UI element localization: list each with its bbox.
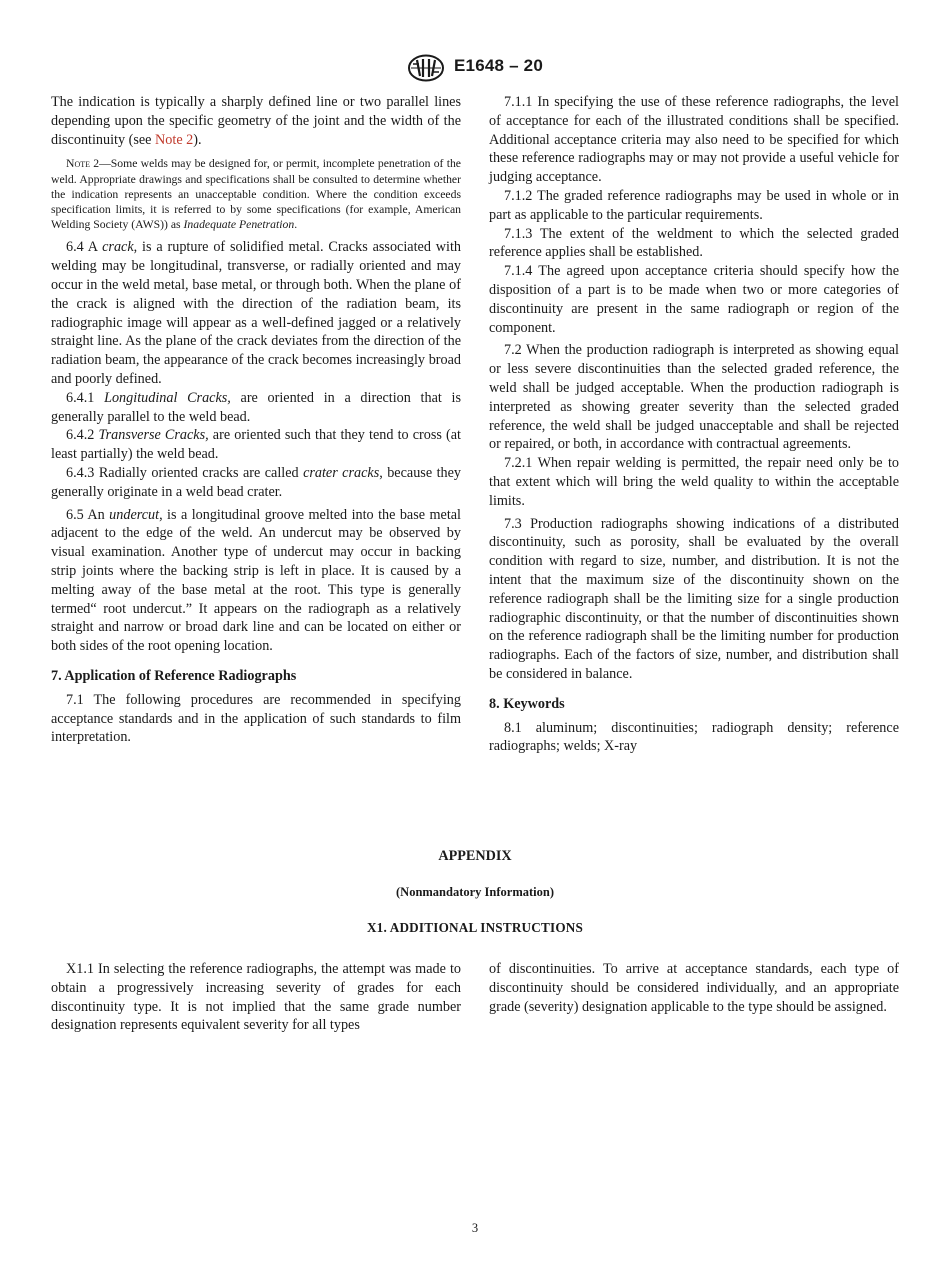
paragraph-intro: The indication is typically a sharply defined line or two parallel lines depending upon the specific geometry of the joint and the width of the discontinuity (see Note 2).: [51, 94, 461, 148]
page-number: 3: [471, 1221, 479, 1235]
right-column: [489, 93, 899, 756]
paragraph-7-1: 7.1 The following procedures are recommended in specifying acceptance standards and in the application of such standards to film interpretation.: [51, 691, 461, 746]
paragraph-x1-1: X1.1 In selecting the reference radiographs, the attempt was made to obtain a progressively increasing severity of grades for each discontinuity type. It is not implied that the same grade number designation represents equivalent severity for all types: [51, 961, 461, 1034]
appendix-title: APPENDIX: [438, 848, 512, 864]
paragraph-6-4-3: 6.4.3 Radially oriented cracks are called crater cracks, because they generally originate in a weld bead crater.: [51, 464, 461, 500]
paragraph-7-1-1: 7.1.1 In specifying the use of these reference radiographs, the level of acceptance for each of the illustrated conditions shall be specified. Additional acceptance criteria may also need to be specified for which these reference radiographs may or may not provide a useful vehicle for judging acceptance.: [489, 94, 899, 186]
paragraph-7-1-2: 7.1.2 The graded reference radiographs may be used in whole or in part as applicable to the particular requirements.: [489, 187, 899, 223]
paragraph-x1-1-continued: of discontinuities. To arrive at acceptance standards, each type of discontinuity should be considered individually, and an appropriate grade (severity) designation applicable to the type should be assigned.: [489, 961, 899, 1015]
paragraph-7-2-1: 7.2.1 When repair welding is permitted, the repair need only be to that extent which will bring the weld quality to within the acceptable limits.: [489, 455, 899, 509]
appendix-section-heading: X1. ADDITIONAL INSTRUCTIONS: [366, 920, 584, 935]
paragraph-6-5: 6.5 An undercut, is a longitudinal groove melted into the base metal adjacent to the edge of the weld. An undercut may be observed by visual examination. Another type of undercut may occur in backing strip joints where the backing strip is left in place. It is caused by a melting away of the base metal at the root. This type is generally termed“ root undercut.” It appears on the radiograph as a relatively straight and narrow or broad dark line and can be located on either or both sides of the root opening location.: [51, 506, 461, 655]
paragraph-7-1-3: 7.1.3 The extent of the weldment to which the selected graded reference applies shall be established.: [489, 225, 899, 261]
paragraph-6-4-1: 6.4.1 Longitudinal Cracks, are oriented in a direction that is generally parallel to the weld bead.: [51, 389, 461, 425]
astm-logo-icon: [407, 54, 445, 82]
appendix-left-column: [51, 960, 461, 1035]
paragraph-7-1-4: 7.1.4 The agreed upon acceptance criteria should specify how the disposition of a part is to be made when two or more categories of discontinuity are present in the same radiograph or region of the component.: [489, 263, 899, 336]
appendix-right-column: [489, 960, 899, 1016]
paragraph-7-3: 7.3 Production radiographs showing indications of a distributed discontinuity, such as porosity, shall be evaluated by the overall condition with regard to size, number, and distribution. It is not the intent that the maximum size of the discontinuity shown on the reference radiograph shall be the limiting size for a single production radiographic discontinuity, or that the number of discontinuities shown on the reference radiograph shall be the limiting number for production radiographs. Each of the factors of size, number, and distribution shall be considered in balance.: [489, 515, 899, 682]
paragraph-7-2: 7.2 When the production radiograph is interpreted as showing equal or less severe discontinuities than the selected graded reference, the weld shall be judged acceptable. When the production radiograph is interpreted as showing greater severity than the selected graded reference, the weld shall be judged unacceptable and shall be rejected or repaired, or both, in accordance with contractual agreements.: [489, 342, 899, 453]
note-label: Note: [66, 157, 90, 171]
section-8-heading: 8. Keywords: [489, 695, 565, 712]
note-2: Note 2—Some welds may be designed for, or permit, incomplete penetration of the weld. Appropriate drawings and specifications shall be consulted to determine whether the indication represents an unacceptable condition. Where the condition exceeds specification limits, it is referred to by some specifications (for example, American Welding Society (AWS)) as Inadequate Penetration.: [51, 157, 461, 232]
page-header: [0, 54, 950, 84]
left-column: [51, 93, 461, 747]
section-7-heading: 7. Application of Reference Radiographs: [51, 667, 297, 684]
appendix-subtitle: (Nonmandatory Information): [396, 885, 554, 899]
document-id: E1648 – 20: [454, 56, 543, 75]
note-2-link[interactable]: Note 2: [155, 131, 194, 148]
paragraph-6-4: 6.4 A crack, is a rupture of solidified metal. Cracks associated with welding may be longitudinal, transverse, or radially oriented and may occur in the weld metal, base metal, or through both. When the plane of the crack is aligned with the direction of the radiation beam, its radiographic image will appear as a well-defined jagged or a relatively straight line. As the plane of the crack deviates from the direction of the radiation beam, the appearance of the crack becomes increasingly broad and poorly defined.: [51, 239, 461, 387]
paragraph-8-1: 8.1 aluminum; discontinuities; radiograph density; reference radiographs; welds; X-ray: [489, 719, 899, 755]
paragraph-6-4-2: 6.4.2 Transverse Cracks, are oriented such that they tend to cross (at least partially) the weld bead.: [51, 427, 462, 463]
